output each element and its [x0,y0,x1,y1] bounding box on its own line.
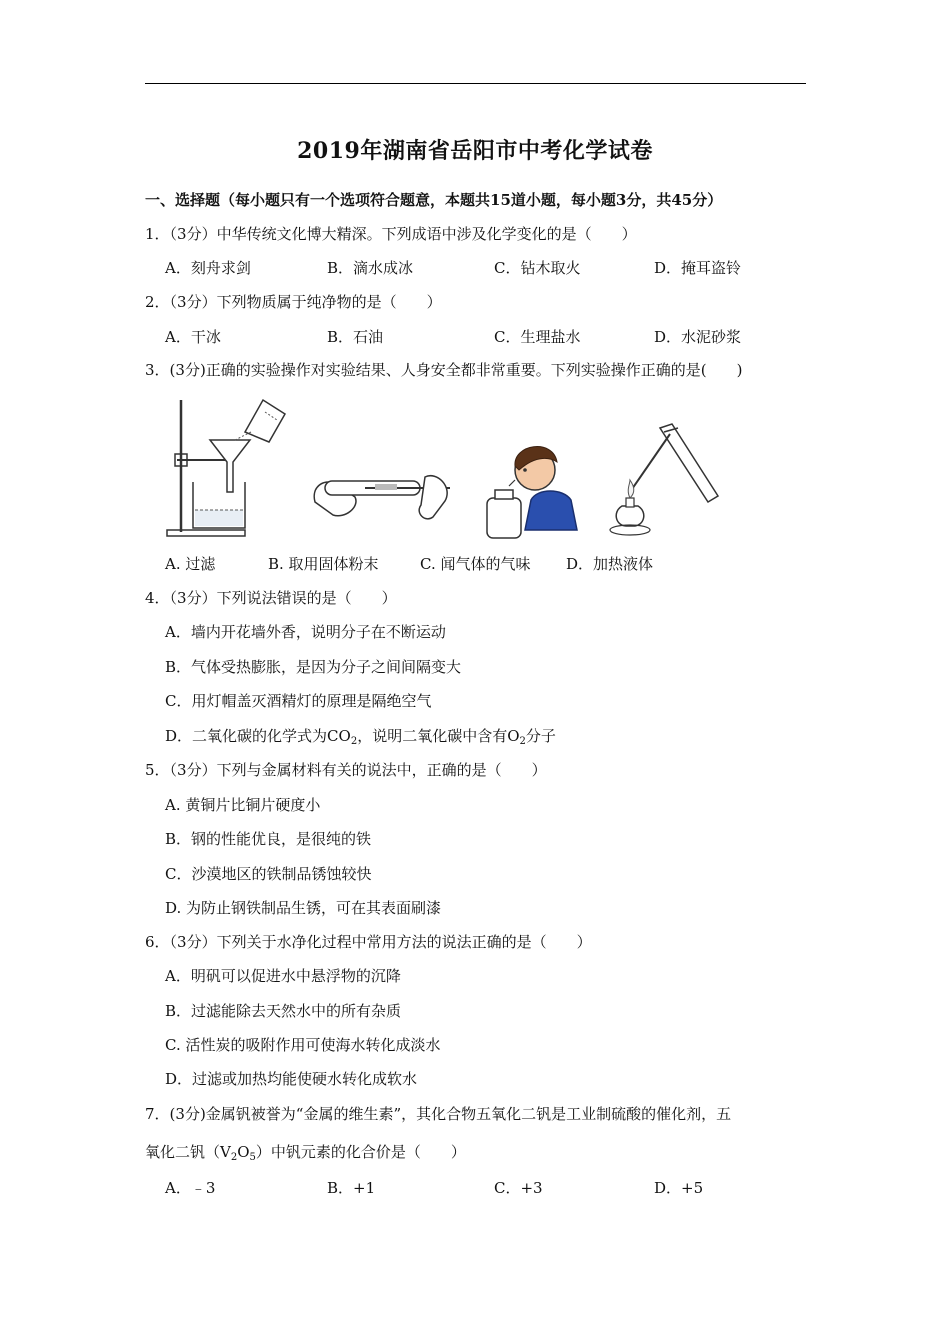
q7-line2-part1: 氧化二钒（V [145,1143,231,1161]
q6-option-d: D．过滤或加热均能使硬水转化成软水 [165,1070,418,1088]
q3-option-d: D．加热液体 [566,555,654,573]
question-5-stem: 5．（3分）下列与金属材料有关的说法中，正确的是（ ） [145,761,547,779]
question-3-stem: 3．(3分)正确的实验操作对实验结果、人身安全都非常重要。下列实验操作正确的是( ) [145,361,743,379]
q4-option-d-part3: 分子 [525,727,556,745]
q4-option-b: B．气体受热膨胀，是因为分子之间间隔变大 [165,658,462,676]
q7-option-c: C．+3 [494,1179,543,1197]
q5-option-c: C．沙漠地区的铁制品锈蚀较快 [165,865,372,883]
q1-option-b: B．滴水成冰 [327,259,414,277]
q2-option-b: B．石油 [327,328,384,346]
question-1-stem: 1．（3分）中华传统文化博大精深。下列成语中涉及化学变化的是（ ） [145,225,637,243]
q5-option-b: B．钢的性能优良，是很纯的铁 [165,830,372,848]
question-2-stem: 2．（3分）下列物质属于纯净物的是（ ） [145,293,442,311]
q2-option-d: D．水泥砂浆 [654,328,742,346]
q4-option-d-part2: ，说明二氧化碳中含有O [357,727,520,745]
q7-subscript-1: 2 [230,1152,238,1163]
q3-figures [160,392,740,542]
q2-option-a: A．干冰 [165,328,221,346]
q4-option-a: A．墙内开花墙外香，说明分子在不断运动 [165,623,446,641]
filtration-figure [165,392,290,540]
heating-liquid-figure [600,422,730,540]
q5-option-a: A. 黄铜片比铜片硬度小 [165,796,321,814]
q3-option-c: C. 闻气体的气味 [420,555,531,573]
question-7-stem-line2 [145,1142,466,1168]
q1-option-d: D．掩耳盗铃 [654,259,742,277]
q7-option-b: B．+1 [327,1179,376,1197]
page-title: 2019年湖南省岳阳市中考化学试卷 [297,138,653,164]
q4-option-c: C．用灯帽盖灭酒精灯的原理是隔绝空气 [165,692,432,710]
q5-option-d: D. 为防止钢铁制品生锈，可在其表面刷漆 [165,899,442,917]
section-heading: 一、选择题（每小题只有一个选项符合题意，本题共15道小题，每小题3分，共45分） [145,191,723,209]
smelling-gas-figure [485,430,580,540]
q6-option-c: C. 活性炭的吸附作用可使海水转化成淡水 [165,1036,441,1054]
question-6-stem: 6．（3分）下列关于水净化过程中常用方法的说法正确的是（ ） [145,933,592,951]
q7-option-d: D．+5 [654,1179,704,1197]
q4-subscript-1: 2 [350,736,358,747]
header-rule [145,83,806,84]
q3-option-b: B. 取用固体粉末 [268,555,379,573]
question-7-stem-line1: 7．(3分)金属钒被誉为“金属的维生素”，其化合物五氧化二钒是工业制硫酸的催化剂，五 [145,1105,732,1123]
q6-option-b: B．过滤能除去天然水中的所有杂质 [165,1002,402,1020]
q1-option-c: C．钻木取火 [494,259,581,277]
q6-option-a: A．明矾可以促进水中悬浮物的沉降 [165,967,401,985]
q4-option-d-part1: D．二氧化碳的化学式为CO [165,727,351,745]
q4-option-d [165,726,556,752]
q2-option-c: C．生理盐水 [494,328,581,346]
q7-line2-part2: O [237,1143,250,1161]
q4-subscript-2: 2 [519,736,526,747]
q7-subscript-2: 5 [249,1152,256,1163]
question-4-stem: 4．（3分）下列说法错误的是（ ） [145,589,397,607]
q7-line2-part3: ）中钒元素的化合价是（ ） [255,1143,466,1161]
q1-option-a: A．刻舟求剑 [165,259,251,277]
q3-option-a: A. 过滤 [165,555,216,573]
powder-transfer-figure [305,457,455,537]
q7-option-a: A．﹣3 [165,1179,216,1197]
